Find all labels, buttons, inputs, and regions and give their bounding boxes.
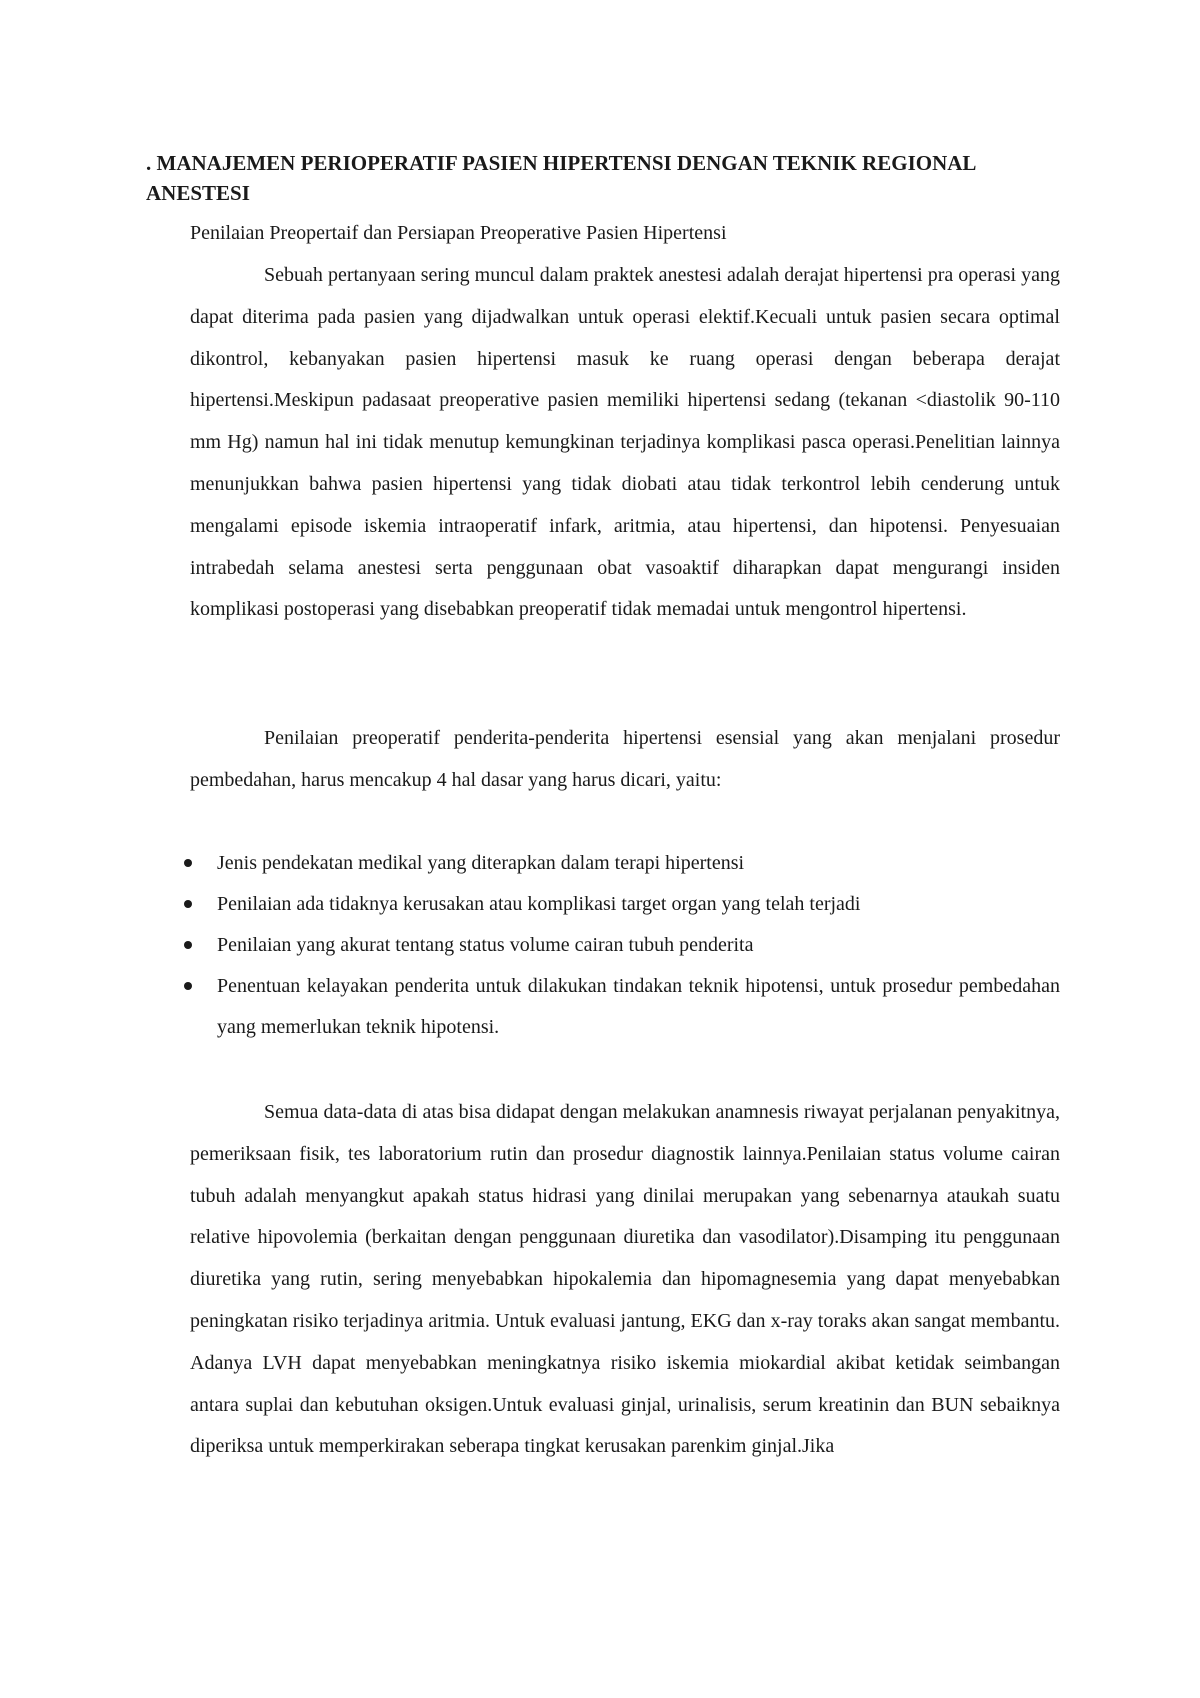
bullet-item: [190, 884, 1060, 925]
bullet-dot-icon: [184, 900, 192, 908]
section-subheading: Penilaian Preopertaif dan Persiapan Preoperative Pasien Hipertensi: [190, 222, 727, 244]
paragraph-3: Semua data-data di atas bisa didapat dengan melakukan anamnesis riwayat perjalanan penyakitnya, pemeriksaan fisik, tes laboratorium rutin dan prosedur diagnostik lainnya.Penilaian status volume cairan tubuh adalah menyangkut apakah status hidrasi yang dinilai merupakan yang sebenarnya ataukah suatu relative hipovolemia (berkaitan dengan penggunaan diuretika dan vasodilator).Disamping itu penggunaan diuretika yang rutin, sering menyebabkan hipokalemia dan hipomagnesemia yang dapat menyebabkan peningkatan risiko terjadinya aritmia. Untuk evaluasi jantung, EKG dan x-ray toraks akan sangat membantu. Adanya LVH dapat menyebabkan meningkatnya risiko iskemia miokardial akibat ketidak seimbangan antara suplai dan kebutuhan oksigen.Untuk evaluasi ginjal, urinalisis, serum kreatinin dan BUN sebaiknya diperiksa untuk memperkirakan seberapa tingkat kerusakan parenkim ginjal.Jika: [190, 1101, 1060, 1458]
bullet-dot-icon: [184, 859, 192, 867]
bullet-dot-icon: [184, 941, 192, 949]
bullet-item: [190, 966, 1060, 1048]
bullet-item: [190, 843, 1060, 884]
bullet-text: Penilaian yang akurat tentang status volume cairan tubuh penderita: [217, 934, 754, 956]
document-heading: . MANAJEMEN PERIOPERATIF PASIEN HIPERTENSI DENGAN TEKNIK REGIONAL ANESTESI: [146, 151, 976, 205]
bullet-text: Jenis pendekatan medikal yang diterapkan dalam terapi hipertensi: [217, 852, 745, 874]
paragraph-1: Sebuah pertanyaan sering muncul dalam praktek anestesi adalah derajat hipertensi pra operasi yang dapat diterima pada pasien yang dijadwalkan untuk operasi elektif.Kecuali untuk pasien secara optimal dikontrol, kebanyakan pasien hipertensi masuk ke ruang operasi dengan beberapa derajat hipertensi.Meskipun padasaat preoperative pasien memiliki hipertensi sedang (tekanan <diastolik 90-110 mm Hg) namun hal ini tidak menutup kemungkinan terjadinya komplikasi pasca operasi.Penelitian lainnya menunjukkan bahwa pasien hipertensi yang tidak diobati atau tidak terkontrol lebih cenderung untuk mengalami episode iskemia intraoperatif infark, aritmia, atau hipertensi, dan hipotensi. Penyesuaian intrabedah selama anestesi serta penggunaan obat vasoaktif diharapkan dapat mengurangi insiden komplikasi postoperasi yang disebabkan preoperatif tidak memadai untuk mengontrol hipertensi.: [190, 264, 1060, 621]
paragraph-2: Penilaian preoperatif penderita-penderita hipertensi esensial yang akan menjalani prosedur pembedahan, harus mencakup 4 hal dasar yang harus dicari, yaitu:: [190, 727, 1060, 791]
bullet-text: Penilaian ada tidaknya kerusakan atau komplikasi target organ yang telah terjadi: [217, 893, 861, 915]
bullet-dot-icon: [184, 982, 192, 990]
bullet-text: Penentuan kelayakan penderita untuk dilakukan tindakan teknik hipotensi, untuk prosedur pembedahan yang memerlukan teknik hipotensi.: [217, 975, 1060, 1038]
bullet-list: [190, 843, 1060, 1048]
bullet-item: [190, 925, 1060, 966]
